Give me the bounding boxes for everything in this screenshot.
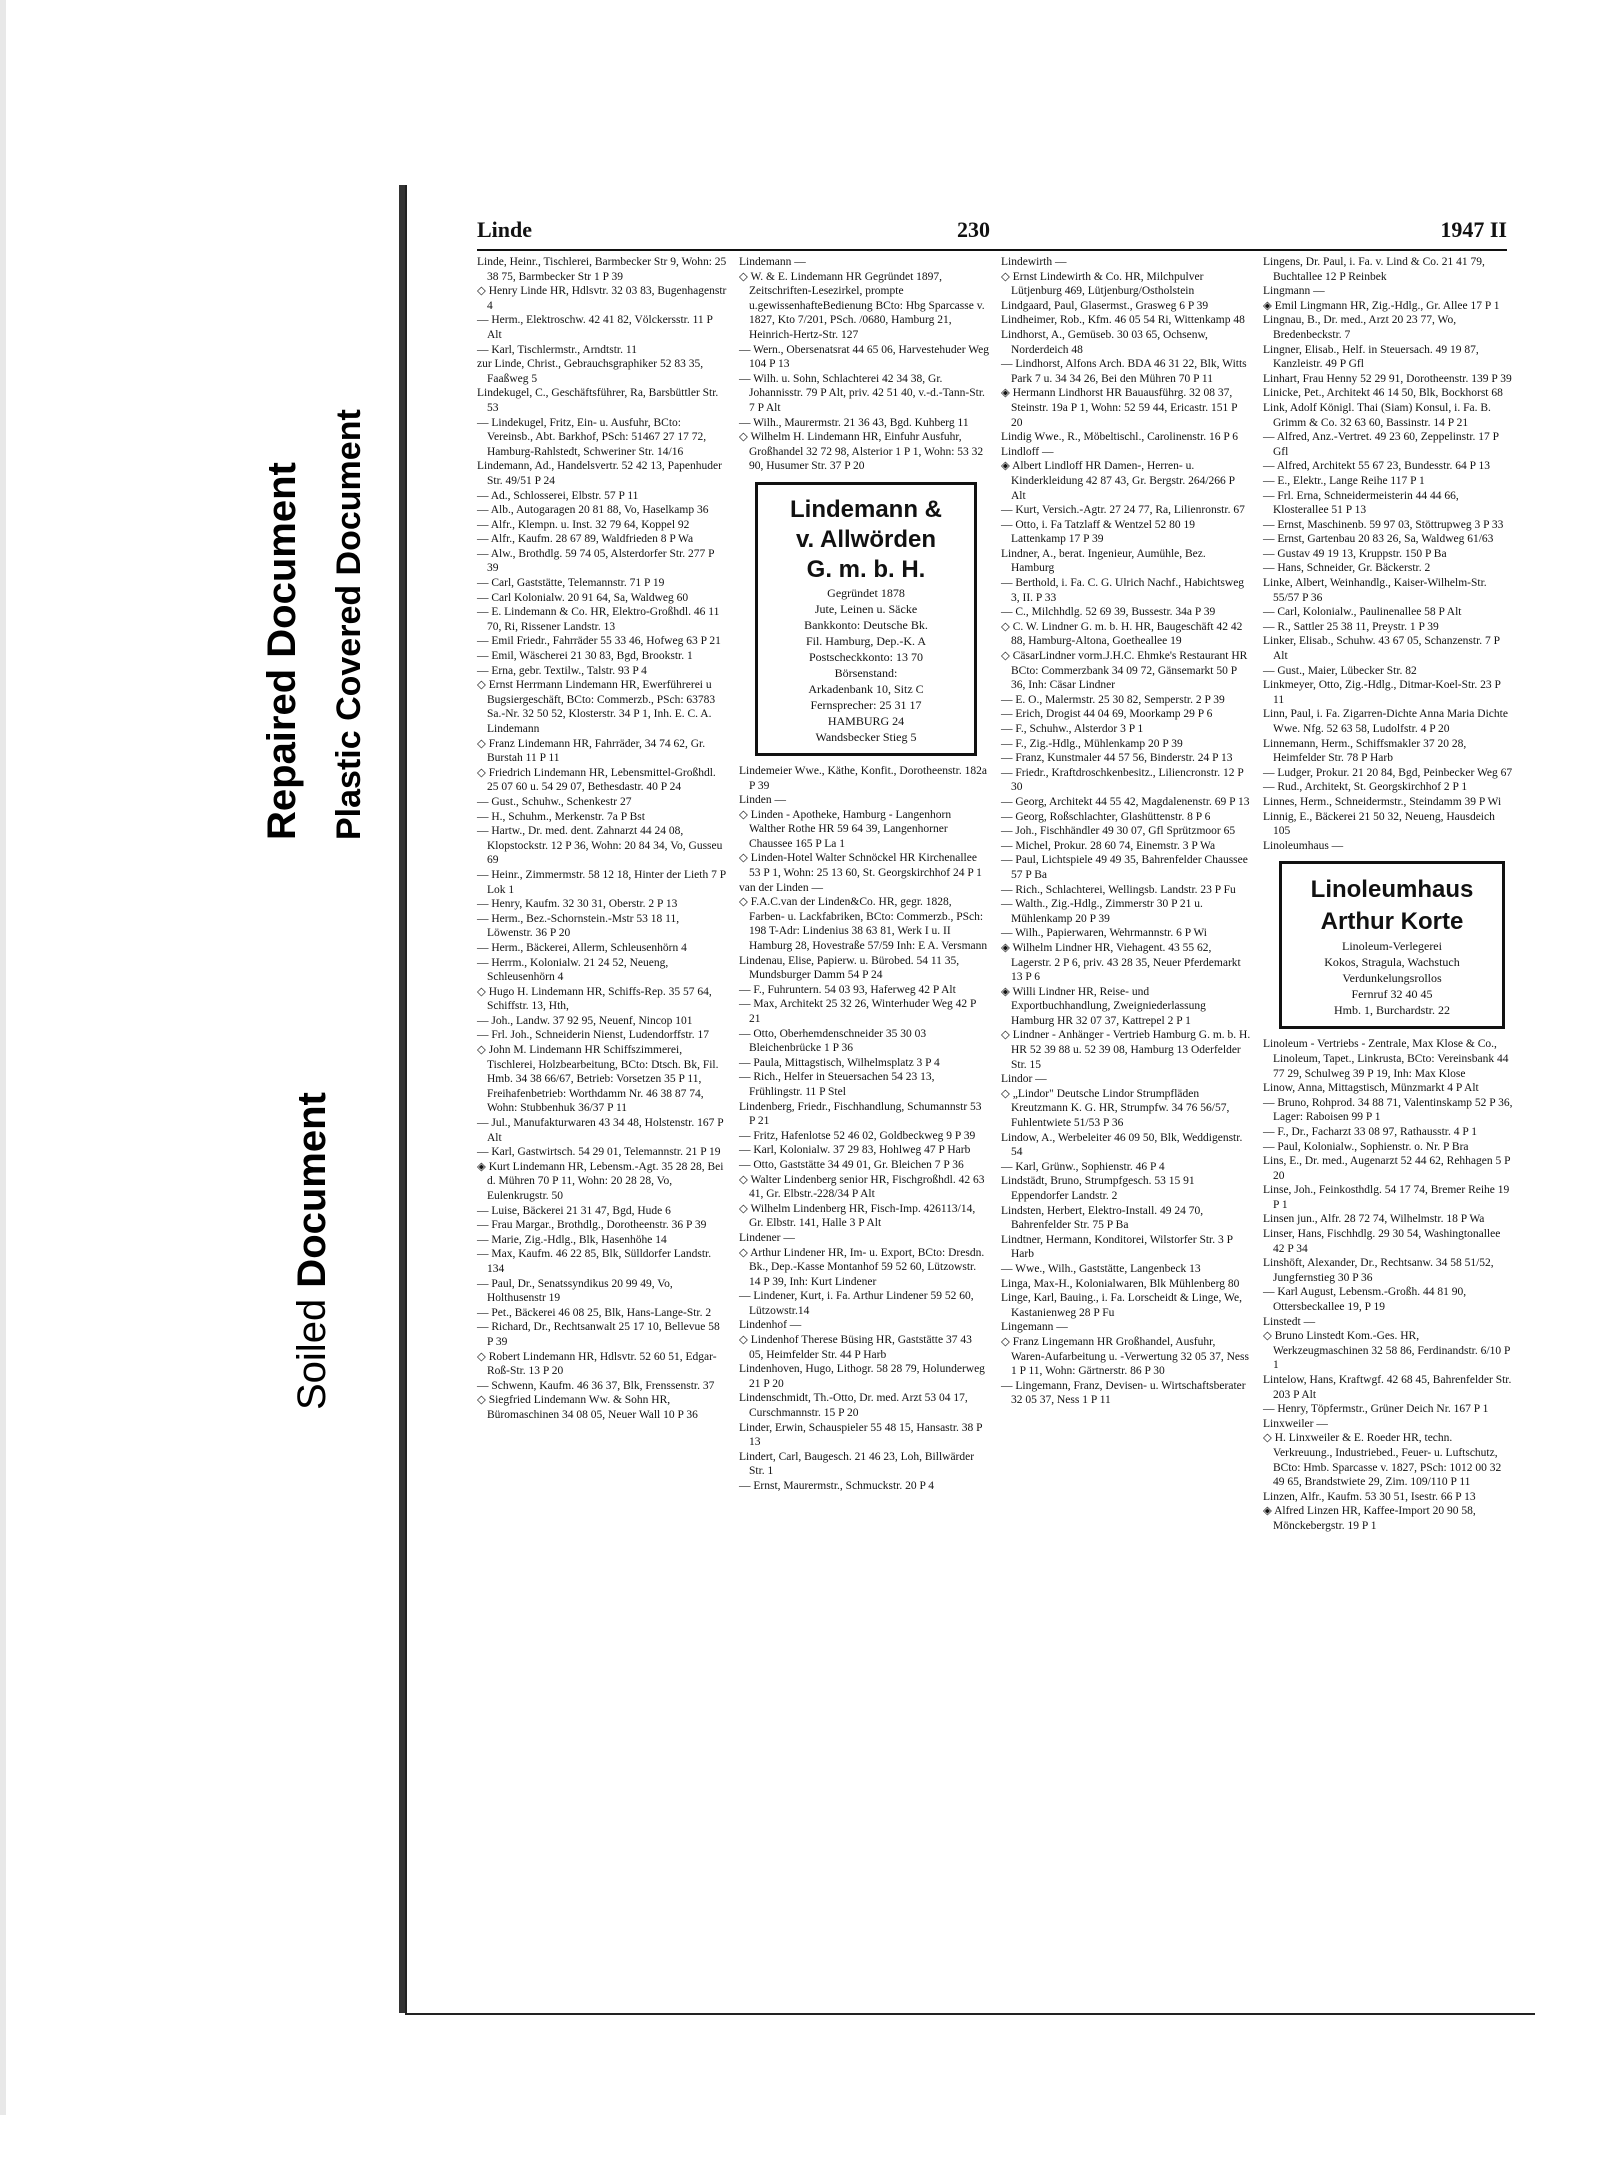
directory-entry: Linser, Hans, Fischhdlg. 29 30 54, Washingtonallee 42 P 34 [1263,1228,1501,1255]
directory-entry: — Wern., Obersenatsrat 44 65 06, Harvestehuder Weg 104 P 13 [739,343,990,371]
advertisement-lindemann-allwoerden [755,482,977,756]
directory-entry: — Fritz, Hafenlotse 52 46 02, Goldbeckweg 9 P 39 [739,1129,976,1142]
page-number: 230 [957,217,990,242]
directory-entry: — Lindener, Kurt, i. Fa. Arthur Lindener 59 52 60, Lützowstr.14 [739,1290,974,1317]
directory-entry: — Hartw., Dr. med. dent. Zahnarzt 44 24 08, Klopstockstr. 12 P 36, Wohn: 20 84 34, Vo, Gusseu 69 [477,825,723,867]
directory-entry: — E., Elektr., Lange Reihe 117 P 1 [1263,474,1425,487]
directory-entry: ◇ F.A.C.van der Linden&Co. HR, gegr. 1828, Farben- u. Lackfabriken, BCto: Commerzb., PSch: 198 T-Adr: Lindenius 38 63 81, Werk I u. II Hamburg 28, Hovestraße 57/59 Inh: E A. Versmann [739,896,988,953]
directory-entry: ◇ W. & E. Lindemann HR Gegründet 1897, Zeitschriften-Lesezirkel, prompte u.gewissenhafteBedienung BCto: Hbg Sparcasse v. 1827, Kto 7/201, PSch. /0680, Hamburg 21, Heinrich-Hertz-Str. 127 [739,270,985,341]
directory-entry: Lindhorst, A., Gemüseb. 30 03 65, Ochsenw, Norderdeich 48 [1001,328,1208,356]
directory-entry: — Ad., Schlosserei, Elbstr. 57 P 11 [477,489,639,502]
directory-entry: — Karl, Grünw., Sophienstr. 46 P 4 [1001,1160,1165,1173]
directory-entry: Lindig Wwe., R., Möbeltischl., Carolinenstr. 16 P 6 [1001,431,1239,444]
directory-entry: Linoleumhaus — [1263,839,1344,852]
directory-entry: — Emil Friedr., Fahrräder 55 33 46, Hofweg 63 P 21 [477,635,721,648]
directory-entry: — Luise, Bäckerei 21 31 47, Bgd, Hude 6 [477,1204,671,1217]
directory-entry: — Carl, Kolonialw., Paulinenallee 58 P Alt [1263,606,1462,619]
directory-entry: — Gust., Maier, Lübecker Str. 82 [1263,664,1417,677]
directory-entry: Linow, Anna, Mittagstisch, Münzmarkt 4 P Alt [1263,1082,1479,1095]
column-4 [1263,255,1513,1534]
directory-entry: Lindsten, Herbert, Elektro-Install. 49 24 70, Bahrenfelder Str. 75 P Ba [1001,1204,1204,1232]
directory-entry: — F., Dr., Facharzt 33 08 97, Rathausstr. 4 P 1 [1263,1125,1477,1138]
directory-entry: — Karl, Tischlermstr., Arndtstr. 11 [477,343,637,356]
column-1 [477,255,727,1423]
directory-entry: — Richard, Dr., Rechtsanwalt 25 17 10, Bellevue 58 P 39 [477,1321,720,1348]
header-keyword: Linde [477,217,533,242]
directory-entry: — Wilh. u. Sohn, Schlachterei 42 34 38, Gr. Johannisstr. 79 P Alt, priv. 42 51 40, v.-d.-Tann-Str. 7 P Alt [739,372,985,414]
directory-entry: — Frau Margar., Brothdlg., Dorotheenstr. 36 P 39 [477,1219,707,1232]
directory-entry: — Heinr., Zimmermstr. 58 12 18, Hinter der Lieth 7 P Lok 1 [477,868,726,896]
directory-entry: — Karl, Gastwirtsch. 54 29 01, Telemannstr. 21 P 19 [477,1146,721,1159]
directory-entry: — Joh., Landw. 37 92 95, Neuenf, Nincop 101 [477,1014,693,1027]
ad-line: Fernruf 32 40 45 [1351,987,1433,1002]
directory-entry: Linn, Paul, i. Fa. Zigarren-Dichte Anna Maria Dichte Wwe. Nfg. 52 63 58, Ludolfstr. 4 P 20 [1263,708,1508,735]
directory-entry: ◇ Robert Lindemann HR, Hdlsvtr. 52 60 51, Edgar-Roß-Str. 13 P 20 [477,1350,717,1378]
soiled-label-part-a: Soiled [290,1287,334,1410]
directory-entry: Linshöft, Alexander, Dr., Rechtsanw. 34 58 51/52, Jungfernstieg 30 P 36 [1263,1257,1494,1284]
directory-entry: Lindenhoven, Hugo, Lithogr. 58 28 79, Holunderweg 21 P 20 [739,1363,985,1390]
directory-entry: Lindemann, Ad., Handelsvertr. 52 42 13, Papenhuder Str. 49/51 P 24 [477,460,722,487]
directory-entry: — Henry, Kaufm. 32 30 31, Oberstr. 2 P 13 [477,898,678,911]
directory-entry: Lingemann — [1001,1321,1068,1334]
page-header [477,215,1507,251]
directory-entry: ◇ Franz Lindemann HR, Fahrräder, 34 74 62, Gr. Burstah 11 P 11 [477,737,706,765]
directory-entry: — Alb., Autogaragen 20 81 88, Vo, Haselkamp 36 [477,504,709,517]
directory-entry: Lindener — [739,1231,795,1244]
directory-entry: Linnes, Herm., Schneidermstr., Steindamm 39 P Wi [1263,795,1502,808]
directory-entry: — Paul, Dr., Senatssyndikus 20 99 49, Vo, Holthusenstr 19 [477,1277,673,1305]
directory-entry: Lindenschmidt, Th.-Otto, Dr. med. Arzt 53 04 17, Curschmannstr. 15 P 20 [739,1392,968,1420]
ad-line: HAMBURG 24 [827,713,905,728]
directory-entry: Lindner, A., berat. Ingenieur, Aumühle, Bez. Hamburg [1001,547,1206,575]
directory-entry: zur Linde, Christ., Gebrauchsgraphiker 52 83 35, Faaßweg 5 [477,358,704,385]
ad2-title-1: Linoleumhaus [1310,876,1474,904]
directory-entry: — Karl, Kolonialw. 37 29 83, Hohlweg 47 P Harb [739,1144,971,1157]
directory-entry: — Lindekugel, Fritz, Ein- u. Ausfuhr, BCto: Vereinsb., Abt. Barkhof, PSch: 51467 27 17 72, Hamburg-Rahlstedt, Schweriner Str. 14/16 [477,416,707,458]
ad-line: Jute, Leinen u. Säcke [814,601,918,616]
column-3 [1001,255,1251,1408]
directory-entry: — Wilh., Papierwaren, Wehrmannstr. 6 P Wi [1001,927,1207,940]
directory-entry: ◇ Franz Lingemann HR Großhandel, Ausfuhr, Waren-Aufarbeitung u. -Verwertung 32 05 37, Ness 1 P 11, Wohn: Gärtnerstr. 86 P 30 [1001,1335,1249,1378]
directory-entry: Linstedt — [1263,1315,1316,1328]
directory-entry: Lindtner, Hermann, Konditorei, Wilstorfer Str. 3 P Harb [1001,1233,1233,1261]
directory-entry: ◇ Arthur Lindener HR, Im- u. Export, BCto: Dresdn. Bk., Dep.-Kasse Montanhof 59 52 60, Lützowstr. 14 P 39, Inh: Kurt Lindener [739,1246,985,1288]
directory-entry: — Jul., Manufakturwaren 43 34 48, Holstenstr. 167 P Alt [477,1117,724,1144]
directory-entry: ◈ Alfred Linzen HR, Kaffee-Import 20 90 58, Mönckebergstr. 19 P 1 [1263,1505,1476,1532]
directory-entry: — Lingemann, Franz, Devisen- u. Wirtschaftsberater 32 05 37, Ness 1 P 11 [1001,1379,1246,1407]
directory-entry: ◇ Lindenhof Therese Büsing HR, Gaststätte 37 43 05, Heimfelder Str. 44 P Harb [739,1334,972,1361]
ad-line: Postscheckkonto: 13 70 [809,649,923,664]
directory-page [405,185,1535,2015]
directory-entry: ◇ Lindner - Anhänger - Vertrieb Hamburg G. m. b. H. HR 52 39 88 u. 52 39 08, Hamburg 13 Oderfelder Str. 15 [1001,1029,1251,1071]
directory-entry: Linker, Elisab., Schuhw. 43 67 05, Schanzenstr. 7 P Alt [1263,635,1500,663]
repaired-document-label: Repaired Document [260,462,304,840]
directory-entry: Lingner, Elisab., Helf. in Steuersach. 49 19 87, Kanzleistr. 49 P Gfl [1263,343,1479,371]
directory-entry: Lindgaard, Paul, Glasermst., Grasweg 6 P 39 [1001,299,1209,312]
directory-entry: Lintelow, Hans, Kraftwgf. 42 68 45, Bahrenfelder Str. 203 P Alt [1263,1374,1512,1401]
directory-entry: — Pet., Bäckerei 46 08 25, Blk, Hans-Lange-Str. 2 [477,1306,712,1319]
directory-entry: — R., Sattler 25 38 11, Preystr. 1 P 39 [1263,620,1439,633]
directory-entry: — Wwe., Wilh., Gaststätte, Langenbeck 13 [1001,1262,1201,1275]
directory-entry: — Max, Architekt 25 32 26, Winterhuder Weg 42 P 21 [739,998,976,1025]
ad-line: Arkadenbank 10, Sitz C [808,681,924,696]
directory-entry: ◈ Wilhelm Lindner HR, Viehagent. 43 55 62, Lagerstr. 2 P 6, priv. 43 28 35, Neuer Pferdemarkt 13 P 6 [1001,941,1241,984]
directory-entry: — F., Fuhruntern. 54 03 93, Haferweg 42 P Alt [739,983,956,996]
directory-entry: Lindenberg, Friedr., Fischhandlung, Schumannstr 53 P 21 [739,1100,982,1128]
directory-entry: — Georg, Architekt 44 55 42, Magdalenenstr. 69 P 13 [1001,795,1250,808]
ad-line: Gegründet 1878 [827,585,905,600]
directory-entry: — Herm., Elektroschw. 42 41 82, Völckersstr. 11 P Alt [477,314,713,341]
directory-entry: ◈ Emil Lingmann HR, Zig.-Hdlg., Gr. Allee 17 P 1 [1263,299,1500,312]
directory-entry: ◇ Hugo H. Lindemann HR, Schiffs-Rep. 35 57 64, Schiffstr. 13, Hth, [477,985,712,1013]
ad1-title-2: v. Allwörden [795,525,936,553]
column-2 [739,255,989,1494]
directory-entry: — Paula, Mittagstisch, Wilhelmsplatz 3 P 4 [739,1056,940,1069]
ad2-details [1288,938,1496,1018]
directory-entry: — Franz, Kunstmaler 44 57 56, Binderstr. 24 P 13 [1001,752,1233,765]
directory-entry: Linnig, E., Bäckerei 21 50 32, Neueng, Hausdeich 105 [1263,810,1495,838]
side-labels [250,350,390,1450]
directory-entry: Linzen, Alfr., Kaufm. 53 30 51, Isestr. 66 P 13 [1263,1490,1476,1503]
directory-entry: — Paul, Lichtspiele 49 49 35, Bahrenfelder Chaussee 57 P Ba [1001,854,1248,881]
directory-entry: ◇ Bruno Linstedt Kom.-Ges. HR, Werkzeugmaschinen 32 58 86, Ferdinandstr. 6/10 P 1 [1263,1330,1510,1372]
header-year: 1947 II [1440,217,1507,242]
directory-entry: — Ernst, Maurermstr., Schmuckstr. 20 P 4 [739,1480,935,1492]
directory-entry: — Bruno, Rohprod. 34 88 71, Valentinskamp 52 P 36, Lager: Raboisen 99 P 1 [1263,1096,1513,1124]
soiled-label-part-b: Document [290,1092,334,1288]
directory-entry: — Herm., Bez.-Schornstein.-Mstr 53 18 11, Löwenstr. 36 P 20 [477,912,680,940]
directory-entry: — Paul, Kolonialw., Sophienstr. o. Nr. P Bra [1263,1140,1469,1153]
ad-line: Wandsbecker Stieg 5 [815,729,917,744]
directory-entry: — Alfred, Anz.-Vertret. 49 23 60, Zeppelinstr. 17 P Gfl [1263,431,1499,458]
directory-entry: — E. O., Malermstr. 25 30 82, Semperstr. 2 P 39 [1001,693,1225,706]
directory-entry: ◇ Siegfried Lindemann Ww. & Sohn HR, Büromaschinen 34 08 05, Neuer Wall 10 P 36 [477,1394,698,1421]
directory-entry: — Alfr., Kaufm. 28 67 89, Waldfrieden 8 P Wa [477,533,694,546]
directory-entry: Link, Adolf Königl. Thai (Siam) Konsul, i. Fa. B. Grimm & Co. 32 63 60, Bassinstr. 14 P 21 [1263,401,1491,429]
directory-entry: van der Linden — [739,881,823,894]
ad-line: Börsenstand: [834,665,898,680]
ad-line: Linoleum-Verlegerei [1342,939,1442,954]
directory-entry: ◇ Walter Lindenberg senior HR, Fischgroßhdl. 42 63 41, Gr. Elbstr.-228/34 P Alt [739,1173,985,1201]
directory-entry: Linnemann, Herm., Schiffsmakler 37 20 28, Heimfelder Str. 78 P Harb [1263,737,1467,765]
directory-entry: Linkmeyer, Otto, Zig.-Hdlg., Ditmar-Koel-Str. 23 P 11 [1263,679,1501,706]
directory-entry: — Emil, Wäscherei 21 30 83, Bgd, Brookstr. 1 [477,650,693,663]
directory-entry: ◇ Henry Linde HR, Hdlsvtr. 32 03 83, Bugenhagenstr 4 [477,285,727,312]
directory-entry: — Georg, Roßschlachter, Glashüttenstr. 8 P 6 [1001,810,1211,823]
scan-bottom-margin [0,2115,1600,2177]
directory-entry: Lindewirth — [1001,256,1067,268]
ad-line: Hmb. 1, Burchardstr. 22 [1334,1003,1450,1018]
directory-entry: Linse, Joh., Feinkosthdlg. 54 17 74, Bremer Reihe 19 P 1 [1263,1184,1510,1211]
ad1-title-1: Lindemann & [789,495,942,523]
directory-entry: — Marie, Zig.-Hdlg., Blk, Hasenhöhe 14 [477,1233,667,1246]
directory-entry: ◇ Ernst Herrmann Lindemann HR, Ewerführerei u Bugsiergeschäft, BCto: Commerzb., PSch: 63783 Sa.-Nr. 32 50 52, Klosterstr. 34 P 1, Inh. E. C. A. Lindemann [477,679,716,735]
directory-entry: — Rich., Schlachterei, Wellingsb. Landstr. 23 P Fu [1001,883,1236,896]
directory-entry: ◈ Hermann Lindhorst HR Bauausführg. 32 08 37, Steinstr. 19a P 1, Wohn: 52 59 44, Ericastr. 151 P 20 [1001,387,1238,429]
directory-entry: Linga, Max-H., Kolonialwaren, Blk Mühlenberg 80 [1001,1277,1240,1290]
directory-entry: Lingnau, B., Dr. med., Arzt 20 23 77, Wo, Bredenbeckstr. 7 [1263,314,1457,341]
directory-entry: ◇ Linden-Hotel Walter Schnöckel HR Kirchenallee 53 P 1, Wohn: 25 13 60, St. Georgskirchhof 24 P 1 [739,852,982,880]
directory-entry: — Frl. Joh., Schneiderin Nienst, Ludendorffstr. 17 [477,1029,709,1042]
directory-entry: — Ernst, Maschinenb. 59 97 03, Stöttrupweg 3 P 33 [1263,518,1504,531]
ad1-details [764,585,968,745]
directory-entry: — Frl. Erna, Schneidermeisterin 44 44 66, Klosterallee 51 P 13 [1263,489,1459,517]
directory-entry: Linhart, Frau Henny 52 29 91, Dorotheenstr. 139 P 39 [1263,372,1512,385]
directory-entry: Lindekugel, C., Geschäftsführer, Ra, Barsbüttler Str. 53 [477,387,719,414]
directory-entry: — Gust., Schuhw., Schenkestr 27 [477,795,632,808]
directory-entry: — Schwenn, Kaufm. 46 36 37, Blk, Frenssenstr. 37 [477,1379,715,1392]
column-2-bottom [739,764,989,1494]
soiled-document-label [290,1092,335,1410]
directory-entry: — E. Lindemann & Co. HR, Elektro-Großhdl. 46 11 70, Ri, Rissener Landstr. 13 [477,606,720,633]
directory-entry: Linxweiler — [1263,1417,1328,1430]
directory-entry: ◇ Ernst Lindewirth & Co. HR, Milchpulver Lütjenburg 469, Lütjenburg/Ostholstein [1001,270,1204,298]
directory-entry: Lindemann — [739,256,806,268]
column-2-top [739,255,989,474]
directory-entry: — Rich., Helfer in Steuersachen 54 23 13, Frühlingstr. 11 P Stel [739,1071,935,1098]
directory-entry: ◇ „Lindor" Deutsche Lindor Strumpfläden Kreutzmann K. G. HR, Strumpfw. 34 76 56/57, Fuhlentwiete 51/53 P 36 [1001,1087,1230,1130]
directory-entry: ◈ Willi Lindner HR, Reise- und Exportbuchhandlung, Zweigniederlassung Hamburg HR 32 07 37, Kattrepel 2 P 1 [1001,985,1206,1027]
directory-entry: — Herm., Bäckerei, Allerm, Schleusenhörn 4 [477,941,687,954]
directory-entry: Lindloff — [1001,445,1054,458]
directory-entry: Linden — [739,794,786,807]
directory-entry: ◇ CäsarLindner vorm.J.H.C. Ehmke's Restaurant HR BCto: Commerzbank 34 09 72, Gänsemarkt 50 P 36, Inh: Cäsar Lindner [1001,650,1248,692]
directory-entry: — Joh., Fischhändler 49 30 07, Gfl Sprützmoor 65 [1001,825,1236,838]
directory-entry: Lins, E., Dr. med., Augenarzt 52 44 62, Rehhagen 5 P 20 [1263,1155,1511,1182]
directory-entry: — Karl August, Lebensm.-Großh. 44 81 90, Ottersbeckallee 19, P 19 [1263,1286,1467,1314]
ad-line: Bankkonto: Deutsche Bk. [804,617,928,632]
ad-line: Fil. Hamburg, Dep.-K. A [805,633,927,648]
directory-entry: Lindheimer, Rob., Kfm. 46 05 54 Ri, Wittenkamp 48 [1001,314,1245,327]
plastic-covered-label: Plastic Covered Document [330,409,368,840]
directory-entry: — Otto, Oberhemdenschneider 35 30 03 Bleichenbrücke 1 P 36 [739,1027,927,1055]
ad-line: Verdunkelungsrollos [1342,971,1442,986]
directory-entry: — F., Zig.-Hdlg., Mühlenkamp 20 P 39 [1001,737,1183,750]
directory-entry: — Michel, Prokur. 28 60 74, Einemstr. 3 P Wa [1001,839,1216,852]
directory-entry: — F., Schuhw., Alsterdor 3 P 1 [1001,723,1144,735]
directory-entry: ◇ H. Linxweiler & E. Roeder HR, techn. Verkreuung., Industriebed., Feuer- u. Luftschutz, BCto: Hmb. Sparcasse v. 1827, PSch: 1012 00 32 49 65, Brandstwiete 29, Zim. 109/110 P 11 [1263,1432,1502,1489]
advertisement-linoleumhaus [1279,861,1505,1029]
directory-entry: Linicke, Pet., Architekt 46 14 50, Blk, Bockhorst 68 [1263,387,1503,400]
directory-entry: Linsen jun., Alfr. 28 72 74, Wilhelmstr. 18 P Wa [1263,1213,1485,1226]
directory-entry: Linke, Albert, Weinhandlg., Kaiser-Wilhelm-Str. 55/57 P 36 [1263,577,1487,604]
directory-entry: — Otto, Gaststätte 34 49 01, Gr. Bleichen 7 P 36 [739,1158,964,1171]
directory-entry: ◇ C. W. Lindner G. m. b. H. HR, Baugeschäft 42 42 88, Hamburg-Altona, Goetheallee 19 [1001,620,1243,648]
column-4-bottom [1263,1037,1513,1533]
directory-entry: Linge, Karl, Bauing., i. Fa. Lorscheidt & Linge, We, Kastanienweg 28 P Fu [1001,1292,1242,1319]
directory-entry: ◇ Linden - Apotheke, Hamburg - Langenhorn Walther Rothe HR 59 64 39, Langenhorner Chaussee 165 P La 1 [739,808,952,850]
directory-entry: Lindor — [1001,1073,1047,1086]
ad-line: Kokos, Stragula, Wachstuch [1324,955,1460,970]
ad2-title-2: Arthur Korte [1320,908,1464,936]
directory-entry: Lindow, A., Werbeleiter 46 09 50, Blk, Weddigenstr. 54 [1001,1131,1243,1159]
columns [477,255,1517,1995]
directory-entry: — C., Milchhdlg. 52 69 39, Bussestr. 34a P 39 [1001,606,1216,619]
directory-entry: Lindenau, Elise, Papierw. u. Bürobed. 54 11 35, Mundsburger Damm 54 P 24 [739,954,960,982]
directory-entry: — Erich, Drogist 44 04 69, Moorkamp 29 P 6 [1001,708,1213,721]
directory-entry: Lindert, Carl, Baugesch. 21 46 23, Loh, Billwärder Str. 1 [739,1450,975,1478]
directory-entry: — Alfr., Klempn. u. Inst. 32 79 64, Koppel 92 [477,518,690,531]
directory-entry: — Alw., Brothdlg. 59 74 05, Alsterdorfer Str. 277 P 39 [477,547,715,575]
column-4-top [1263,255,1513,853]
directory-entry: — Carl, Gaststätte, Telemannstr. 71 P 19 [477,577,665,590]
directory-entry: ◈ Albert Lindloff HR Damen-, Herren- u. Kinderkleidung 42 87 43, Gr. Bergstr. 264/266 P Alt [1001,460,1235,502]
directory-entry: — Ludger, Prokur. 21 20 84, Bgd, Peinbecker Weg 67 [1263,766,1513,779]
directory-entry: — Herrm., Kolonialw. 21 24 52, Neueng, Schleusenhörn 4 [477,956,669,984]
directory-entry: ◈ Kurt Lindemann HR, Lebensm.-Agt. 35 28 28, Bei d. Mühren 70 P 11, Wohn: 20 28 28, Vo, Eulenkrugstr. 50 [477,1160,724,1202]
scan-edge [0,0,6,2177]
directory-entry: — Max, Kaufm. 46 22 85, Blk, Sülldorfer Landstr. 134 [477,1248,712,1275]
directory-entry: Lingmann — [1263,285,1325,298]
directory-entry: — Henry, Töpfermstr., Grüner Deich Nr. 167 P 1 [1263,1403,1489,1416]
ad-line: Fernsprecher: 25 31 17 [810,697,922,712]
directory-entry: ◇ Wilhelm H. Lindemann HR, Einfuhr Ausfuhr, Großhandel 32 72 98, Alsterior 1 P 1, Wohn: 53 32 90, Husumer Str. 37 P 20 [739,431,984,473]
directory-entry: — H., Schuhm., Merkenstr. 7a P Bst [477,810,645,823]
directory-entry: — Kurt, Versich.-Agtr. 27 24 77, Ra, Lilienronstr. 67 [1001,504,1245,517]
directory-entry: Lindemeier Wwe., Käthe, Konfit., Dorotheenstr. 182a P 39 [739,764,987,792]
directory-entry: — Rud., Architekt, St. Georgskirchhof 2 P 1 [1263,781,1468,794]
directory-entry: — Hans, Schneider, Gr. Bäckerstr. 2 [1263,562,1431,575]
directory-entry: Linder, Erwin, Schauspieler 55 48 15, Hansastr. 38 P 13 [739,1421,983,1449]
directory-entry: Lindstädt, Bruno, Strumpfgesch. 53 15 91 Eppendorfer Landstr. 2 [1001,1175,1195,1202]
directory-entry: Linoleum - Vertriebs - Zentrale, Max Klose & Co., Linoleum, Tapet., Linkrusta, BCto: Vereinsbank 44 77 29, Schulweg 39 P 19, Inh: Max Klose [1263,1038,1509,1080]
directory-entry: Lingens, Dr. Paul, i. Fa. v. Lind & Co. 21 41 79, Buchtallee 12 P Reinbek [1263,256,1485,283]
directory-entry: Lindenhof — [739,1319,802,1332]
directory-entry: — Alfred, Architekt 55 67 23, Bundesstr. 64 P 13 [1263,460,1491,473]
directory-entry: Linde, Heinr., Tischlerei, Barmbecker Str 9, Wohn: 25 38 75, Barmbecker Str 1 P 39 [477,256,727,283]
directory-entry: — Otto, i. Fa Tatzlaff & Wentzel 52 80 19 Lattenkamp 17 P 39 [1001,518,1196,546]
directory-entry: — Friedr., Kraftdroschkenbesitz., Liliencronstr. 12 P 30 [1001,766,1244,794]
directory-entry: — Carl Kolonialw. 20 91 64, Sa, Waldweg 60 [477,591,689,604]
directory-entry: — Ernst, Gartenbau 20 83 26, Sa, Waldweg 61/63 [1263,533,1494,546]
directory-entry: ◇ Wilhelm Lindenberg HR, Fisch-Imp. 426113/14, Gr. Elbstr. 141, Halle 3 P Alt [739,1202,976,1230]
directory-entry: — Erna, gebr. Textilw., Talstr. 93 P 4 [477,664,647,677]
directory-entry: ◇ Friedrich Lindemann HR, Lebensmittel-Großhdl. 25 07 60 u. 54 29 07, Bethesdastr. 40 P 24 [477,766,716,794]
directory-entry: ◇ John M. Lindemann HR Schiffszimmerei, Tischlerei, Holzbearbeitung, BCto: Dtsch. Bk, Fil. Hmb. 34 38 66/67, Betrieb: Vorsetzen 35 P 11, Freihafenbetrieb: Worthdamm Nr. 46 38 87 74, Wohn: Stubbenhuk 36/37 P 11 [477,1044,719,1115]
directory-entry: — Walth., Zig.-Hdlg., Zimmerstr 30 P 21 u. Mühlenkamp 20 P 39 [1001,898,1203,925]
directory-entry: — Berthold, i. Fa. C. G. Ulrich Nachf., Habichtsweg 3, II. P 33 [1001,577,1245,604]
ad1-title-3: G. m. b. H. [806,555,926,583]
directory-entry: — Gustav 49 19 13, Kruppstr. 150 P Ba [1263,547,1447,560]
directory-entry: — Lindhorst, Alfons Arch. BDA 46 31 22, Blk, Witts Park 7 u. 34 34 26, Bei den Mühren 70 P 11 [1001,358,1247,385]
directory-entry: — Wilh., Maurermstr. 21 36 43, Bgd. Kuhberg 11 [739,416,969,429]
